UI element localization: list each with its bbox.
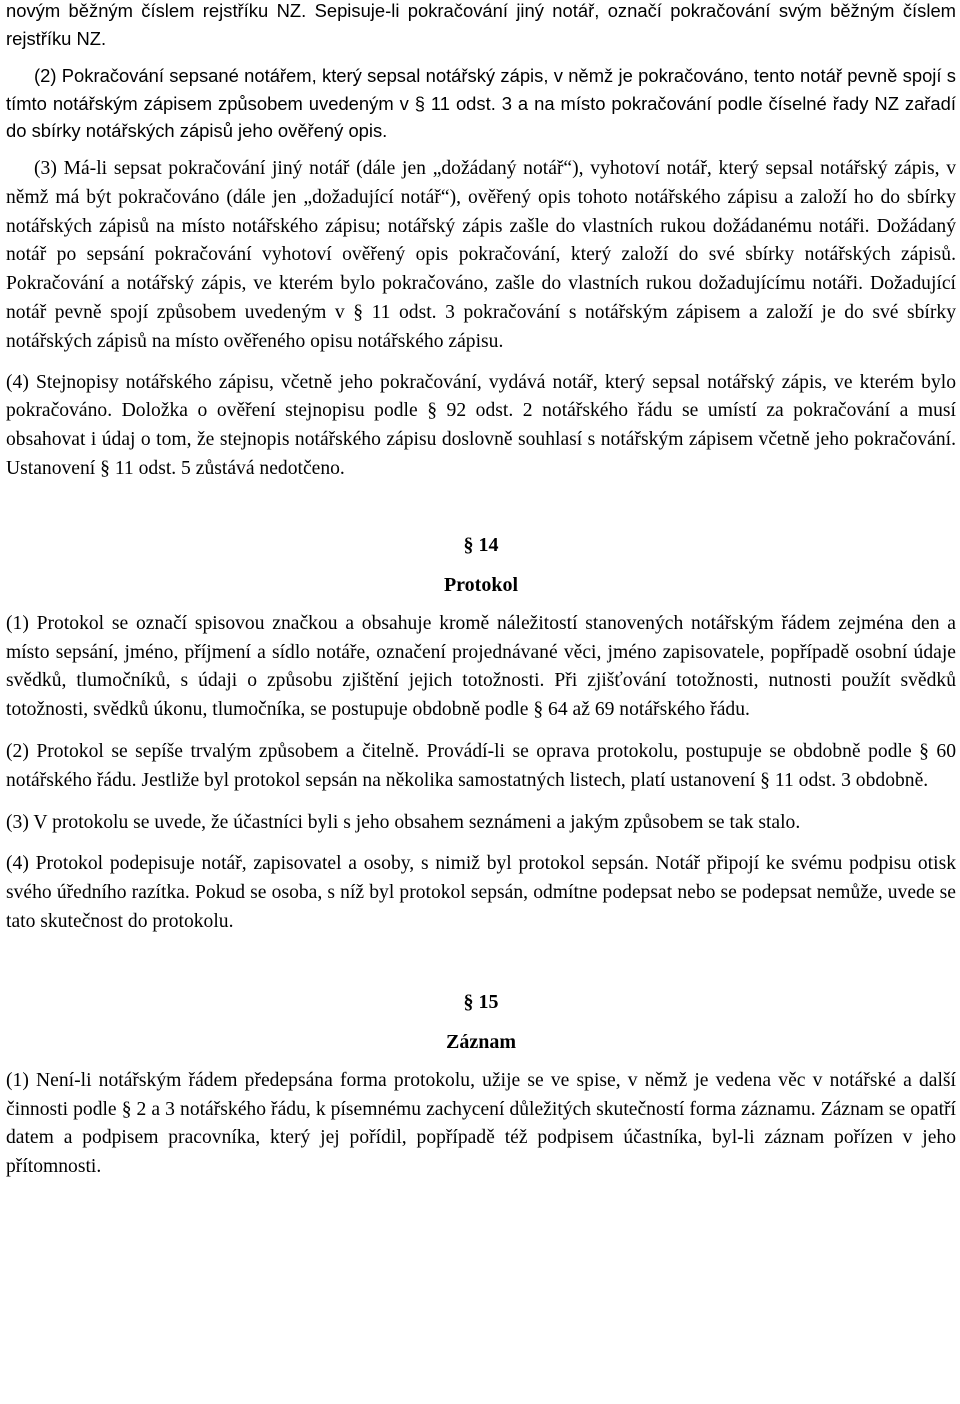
paragraph-13-4: (4) Stejnopisy notářského zápisu, včetně jeho pokračování, vydává notář, který sepsal notářský zápis, ve kterém bylo pokračováno. Doložka o ověření stejnopisu podle § 92 odst. 2 notářského řádu se umístí za pokračování a musí obsahovat i údaj o tom, že stejnopis notářského zápisu doslovně souhlasí s notářským zápisem včetně jeho pokračování. Ustanovení § 11 odst. 5 zůstává nedotčeno.: [6, 371, 956, 479]
section-14-heading: [6, 530, 956, 600]
section-15-heading: [6, 987, 956, 1057]
paragraph-continuation: novým běžným číslem rejstříku NZ. Sepisuje-li pokračování jiný notář, označí pokračování svým běžným číslem rejstříku NZ.: [6, 0, 956, 49]
paragraph-14-1: (1) Protokol se označí spisovou značkou a obsahuje kromě náležitostí stanovených notářským řádem zejména den a místo sepsání, jméno, příjmení a sídlo notáře, označení projednávané věci, jméno zapisovatele, popřípadě osobní údaje svědků, tlumočníků, s údaji o způsobu zjištění jejich totožnosti. Při zjišťování totožnosti, nutnosti použít svědků totožnosti, svědků úkonu, tlumočníka, se postupuje obdobně podle § 64 až 69 notářského řádu.: [6, 612, 956, 721]
document-page: [6, 0, 956, 1182]
section-title: Záznam: [446, 1030, 516, 1053]
section-title: Protokol: [443, 573, 519, 596]
paragraph-14-4: (4) Protokol podepisuje notář, zapisovatel a osoby, s nimiž byl protokol sepsán. Notář připojí ke svému podpisu otisk svého úředního razítka. Pokud se osoba, s níž byl protokol sepsán, odmítne podepsat nebo se podepsat nemůže, uvede se tato skutečnost do protokolu.: [6, 853, 956, 932]
paragraph-13-3: (3) Má-li sepsat pokračování jiný notář (dále jen „dožádaný notář“), vyhotoví notář, který sepsal notářský zápis, v němž má být pokračováno (dále jen „dožadující notář“), ověřený opis tohoto notářského zápisu a založí ho do sbírky notářských zápisů na místo notářského zápisu; notářský zápis zašle do vlastních rukou dožádanému notáři. Dožádaný notář po sepsání pokračování vyhotoví ověřený opis pokračování, který založí do své sbírky notářských zápisů. Pokračování a notářský zápis, ve kterém bylo pokračováno, zašle do vlastních rukou dožadujícímu notáři. Dožadující notář pevně spojí způsobem uvedeným v § 11 odst. 3 pokračování s notářským zápisem a založí je do své sbírky notářských zápisů na místo ověřeného opisu notářského zápisu.: [6, 157, 956, 352]
paragraph-14-2: (2) Protokol se sepíše trvalým způsobem a čitelně. Provádí-li se oprava protokolu, postupuje se obdobně podle § 60 notářského řádu. Jestliže byl protokol sepsán na několika samostatných listech, platí ustanovení § 11 odst. 3 obdobně.: [6, 740, 956, 791]
section-number: § 15: [463, 990, 499, 1013]
paragraph-14-3: (3) V protokolu se uvede, že účastníci byli s jeho obsahem seznámeni a jakým způsobem se tak stalo.: [6, 811, 801, 833]
paragraph-13-2: (2) Pokračování sepsané notářem, který sepsal notářský zápis, v němž je pokračováno, tento notář pevně spojí s tímto notářským zápisem způsobem uvedeným v § 11 odst. 3 a na místo pokračování podle číselné řady NZ zařadí do sbírky notářských zápisů jeho ověřený opis.: [6, 65, 956, 142]
paragraph-15-1: (1) Není-li notářským řádem předepsána forma protokolu, užije se ve spise, v němž je vedena věc v notářské a další činnosti podle § 2 a 3 notářského řádu, k písemnému zachycení důležitých skutečností forma záznamu. Záznam se opatří datem a podpisem pracovníka, který jej pořídil, popřípadě též podpisem účastníka, byl-li záznam pořízen v jeho přítomnosti.: [6, 1069, 956, 1178]
section-number: § 14: [463, 533, 499, 556]
